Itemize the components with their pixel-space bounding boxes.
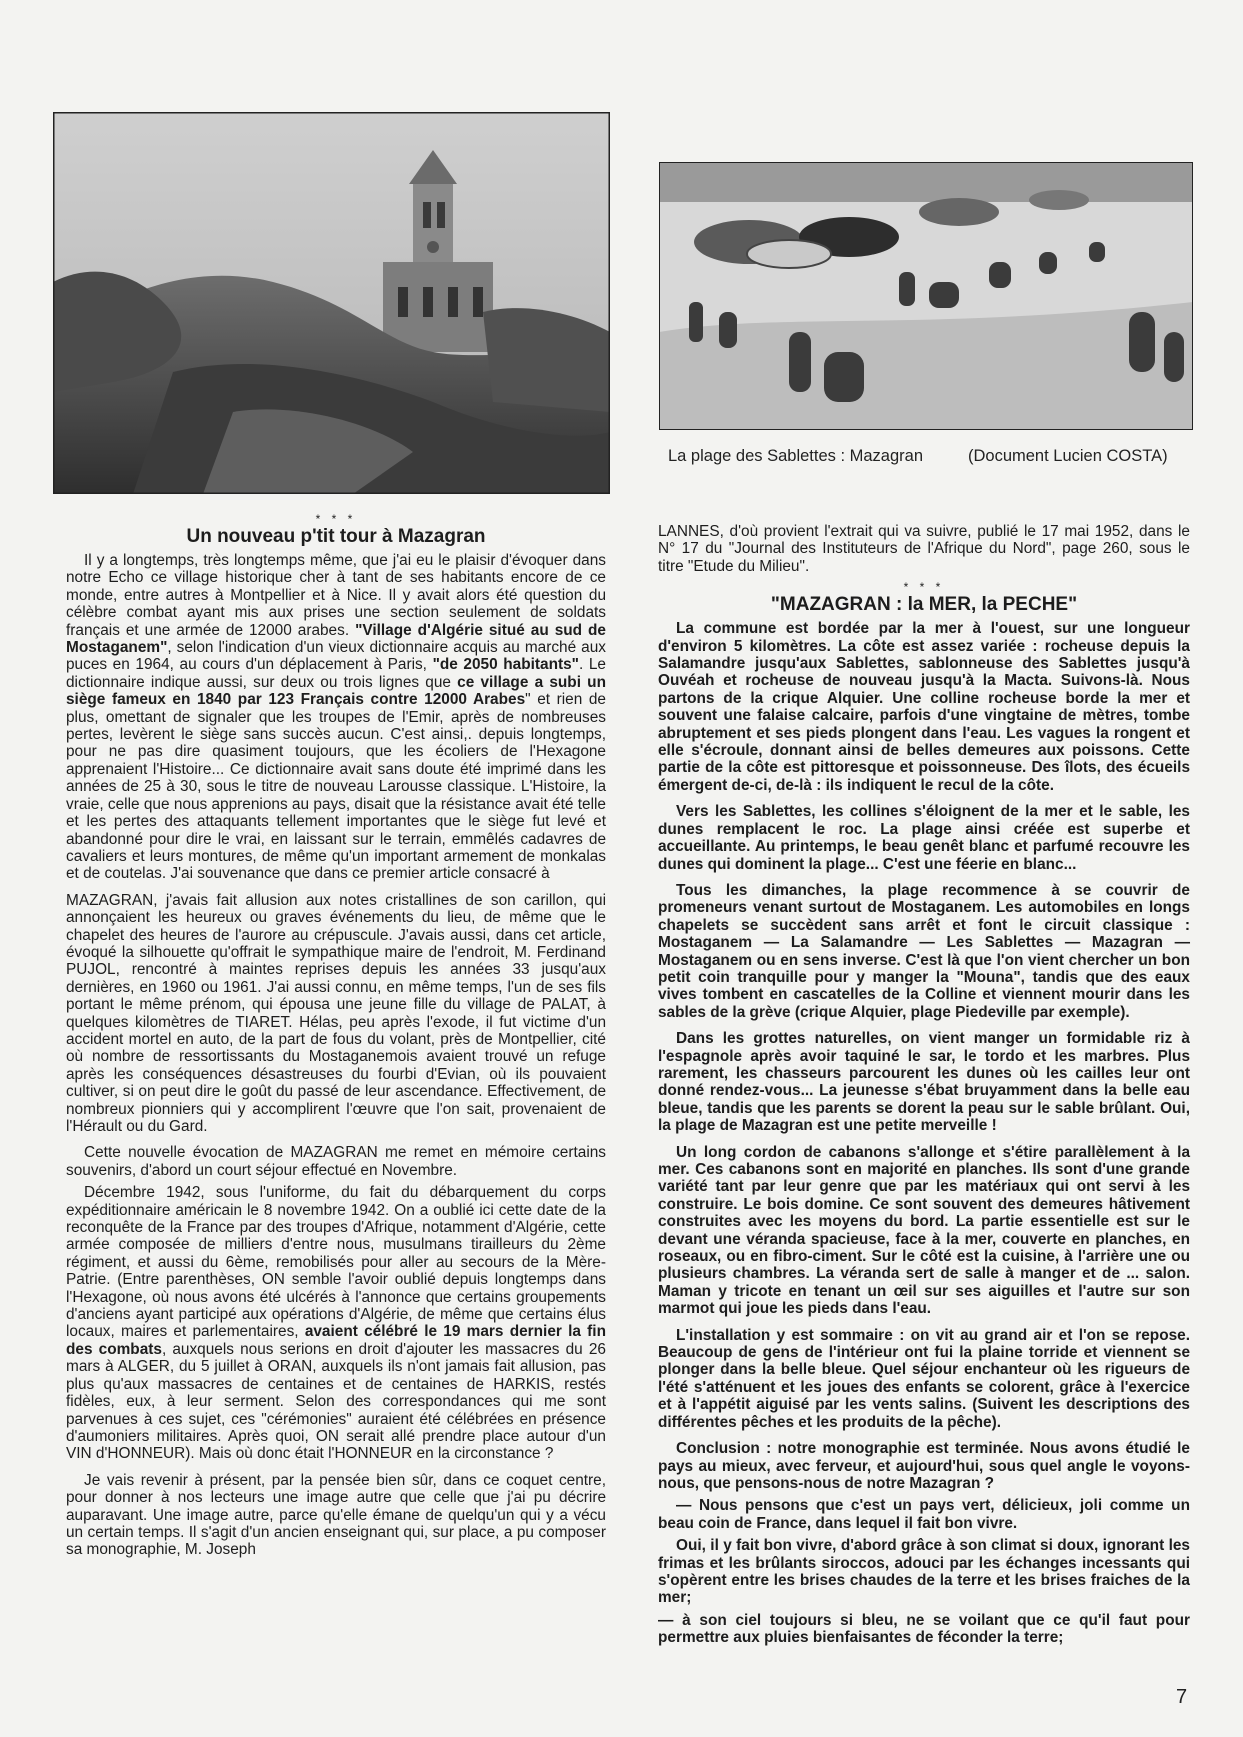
section-divider: * * *: [903, 580, 945, 595]
paragraph: Cette nouvelle évocation de MAZAGRAN me remet en mémoire certains souvenirs, d'abord un court séjour effectué en Novembre.: [66, 1144, 606, 1179]
paragraph: Décembre 1942, sous l'uniforme, du fait du débarquement du corps expéditionnaire américain le 8 novembre 1942. On a oublié ici cette date de la reconquête de la France par des troupes d'Afrique, notamment d'Algérie, cette armée composée de milliers d'entre nous, musulmans tirailleurs du 2ème régiment, et aussi du 6ème, remobilisés pour aller au secours de la Mère-Patrie. (Entre parenthèses, ON semble l'avoir oublié depuis longtemps dans l'Hexagone, où nous avons été ulcérés à l'annonce que certains groupements d'anciens ayant participé aux opérations d'Algérie, de même que certains élus locaux, maires et parlementaires, avaient célébré le 19 mars dernier la fin des combats, auxquels nous serions en droit d'ajouter les massacres du 26 mars à ALGER, du 5 juillet à ORAN, auxquels ils n'ont jamais fait allusion, pas plus qu'aux massacres de centaines et de centaines de HARKIS, restés fidèles, eux, à leur serment. Selon des correspondances qui me sont parvenues à ces sujet, ces "cérémonies" auraient été célébrées en présence d'aumoniers militaires. Après quoi, ON serait allé prendre place autour d'un VIN d'HONNEUR). Mais où donc était l'HONNEUR en la circonstance ?: [66, 1184, 606, 1463]
page-number: 7: [1176, 1686, 1188, 1708]
right-article-column: [658, 523, 1190, 1652]
section-divider: * * *: [315, 512, 357, 526]
article-title: Un nouveau p'tit tour à Mazagran: [186, 526, 486, 547]
paragraph: LANNES, d'où provient l'extrait qui va suivre, publié le 17 mai 1952, dans le N° 17 du "Journal des Instituteurs de l'Afrique du Nord", page 260, sous le titre "Etude du Milieu".: [658, 523, 1190, 575]
excerpt-body: [658, 620, 1190, 1646]
photo-credit: (Document Lucien COSTA): [968, 447, 1168, 465]
show-through-text: [690, 96, 1190, 156]
church-photo: [53, 112, 610, 494]
paragraph: Il y a longtemps, très longtemps même, que j'ai eu le plaisir d'évoquer dans notre Echo ce village historique cher à tant de ses habitants encore de ce monde, entre autres à Montpellier et à Nice. Il y avait alors été question du célèbre combat ayant mis aux prises une section seulement de soldats français et une armée de 12000 arabes. "Village d'Algérie situé au sud de Mostaganem", selon l'indication d'un vieux dictionnaire acquis au marché aux puces en 1964, au cours d'un déplacement à Paris, "de 2050 habitants". Le dictionnaire indique aussi, sur deux ou trois lignes que ce village a subi un siège fameux en 1840 par 123 Français contre 12000 Arabes" et rien de plus, omettant de signaler que les troupes de l'Emir, après de nombreuses pertes, levèrent le siège sans succès aucun. C'est ainsi,. depuis longtemps, pour ne pas dire quasiment toujours, que les écoliers de l'Hexagone apprenaient l'Histoire... Ce dictionnaire avait sans doute été imprimé dans les années de 25 à 30, sous le titre de nouveau Larousse classique. L'Histoire, la vraie, celle que nous apprenions au pays, disait que la résistance avait été telle et les pertes des attaquants tellement importantes que le siège fut levé et abandonné pour dire le vrai, en laissant sur le terrain, emmêlés cadavres de cavaliers et leurs montures, de même qu'un important armement de monkalas et de coutelas. J'ai souvenance que dans ce premier article consacré à: [66, 552, 606, 883]
paragraph: Dans les grottes naturelles, on vient manger un formidable riz à l'espagnole après avoir taquiné le sar, le tordo et les marbres. Plus rarement, les chasseurs parcourent les dunes où les cailles leur ont donné rendez-vous... La jeunesse s'ébat bruyamment dans la belle eau bleue, tandis que les parents se dorent la peau sur le sable brûlant. Oui, la plage de Mazagran est une petite merveille !: [658, 1030, 1190, 1135]
paragraph: — Nous pensons que c'est un pays vert, délicieux, joli comme un beau coin de France, dans lequel il fait bon vivre.: [658, 1497, 1190, 1532]
paragraph: MAZAGRAN, j'avais fait allusion aux notes cristallines de son carillon, qui annonçaient les heureux ou graves événements du lieu, de même que le chapelet des heures de l'aurore au crépuscule. J'avais aussi, dans cet article, évoqué la silhouette qu'offrait le sympathique maire de l'endroit, M. Ferdinand PUJOL, rencontré à maintes reprises depuis les années 33 jusqu'aux dernières, en 1960 ou 1961. J'ai aussi connu, en même temps, l'un de ses fils portant le même prénom, qui épousa une jeune fille du village de PALAT, à quelques kilomètres de TIARET. Hélas, peu après l'exode, il fut victime d'un accident mortel en auto, de la part de fous du volant, près de Montpellier, cité où nombre de ressortissants du Mostaganemois avaient trouvé un refuge après les conséquences désastreuses du fourbi d'Evian, où ils pouvaient cultiver, si on peut dire le goût du passé de leur ascendance. Effectivement, de nombreux pionniers qui y accomplirent l'œuvre que l'on sait, provenaient de l'Hérault ou du Gard.: [66, 891, 606, 1135]
paragraph: Conclusion : notre monographie est terminée. Nous avons étudié le pays au mieux, avec ferveur, et aujourd'hui, sous quel angle le voyons-nous, que pensons-nous de notre Mazagran ?: [658, 1440, 1190, 1492]
paragraph: Vers les Sablettes, les collines s'éloignent de la mer et le sable, les dunes remplacent le roc. La plage ainsi créée est superbe et accueillante. Au printemps, le beau genêt blanc et parfumé recouvre les dunes qui dominent la plage... C'est une féerie en blanc...: [658, 803, 1190, 873]
left-article-column: [66, 512, 606, 1568]
paragraph: Tous les dimanches, la plage recommence à se couvrir de promeneurs venant surtout de Mostaganem. Les automobiles en longs chapelets se succèdent sans arrêt et font le circuit classique : Mostaganem — La Salamandre — Les Sablettes — Mazagran — Mostaganem ou en sens inverse. C'est là que l'on vient chercher un bon petit coin tranquille pour y manger la "Mouna", tandis que des eaux vives tombent en cascatelles de la Colline et viennent mourir dans les sables de la grève (crique Alquier, plage Piedeville par exemple).: [658, 881, 1190, 1021]
paragraph: L'installation y est sommaire : on vit au grand air et l'on se repose. Beaucoup de gens de l'intérieur ont fui la plaine torride et viennent se plonger dans la belle bleue. Quel séjour enchanteur où les rigueurs de l'été s'atténuent et les joues des enfants se colorent, grâce à l'exercice et à l'appétit aiguisé par les vents salins. (Suivent les descriptions des différentes pêches et les produits de la pêche).: [658, 1326, 1190, 1431]
paragraph: Oui, il y fait bon vivre, d'abord grâce à son climat si doux, ignorant les frimas et les brûlants siroccos, adouci par les échanges incessants qui s'opèrent entre les brises chaudes de la terre et les brises fraiches de la mer;: [658, 1537, 1190, 1607]
paragraph: Un long cordon de cabanons s'allonge et s'étire parallèlement à la mer. Ces cabanons sont en majorité en planches. Ils sont d'une grande variété tant par leur genre que par les matériaux qui ont servi à les construire. Le bois domine. Ce sont souvent des demeures hâtivement construites avec les moyens du bord. La partie essentielle est sur le devant une véranda spacieuse, face à la mer, couverte en planches, en roseaux, ou en fibro-ciment. Sur le côté est la cuisine, à l'arrière une ou plusieurs chambres. La véranda sert de salle à manger et de ... salon. Maman y tricote en tenant un œil sur ses aiguilles et l'autre sur son marmot qui joue les pieds dans l'eau.: [658, 1143, 1190, 1318]
paragraph: Je vais revenir à présent, par la pensée bien sûr, dans ce coquet centre, pour donner à nos lecteurs une image autre que celle que j'ai pu décrire auparavant. Une image autre, parce qu'elle émane de quelqu'un qui y a vécu un certain temps. Il s'agit d'un ancien enseignant qui, sur place, a pu composer sa monographie, M. Joseph: [66, 1471, 606, 1559]
paragraph: La commune est bordée par la mer à l'ouest, sur une longueur d'environ 5 kilomètres. La côte est assez variée : rocheuse depuis la Salamandre jusqu'aux Sablettes, sablonneuse des Sablettes jusqu'à Ouvéah et rocheuse de nouveau jusqu'à la Macta. Suivons-là. Nous partons de la crique Alquier. Une colline rocheuse borde la mer et souvent une falaise calcaire, parfois d'une vingtaine de mètres, tombe abruptement et ses pieds plongent dans l'eau. Les vagues la rongent et elle s'écroule, donnant ainsi de belles demeures aux poissons. Cette partie de la côte est pittoresque et poissonneuse. Des îlots, des écueils émergent de-ci, de-là : ils indiquent le recul de la côte.: [658, 620, 1190, 794]
photo-caption: La plage des Sablettes : Mazagran: [668, 447, 924, 465]
beach-photo: [659, 162, 1193, 430]
paragraph: — à son ciel toujours si bleu, ne se voilant que ce qu'il faut pour permettre aux pluies bienfaisantes de féconder la terre;: [658, 1611, 1190, 1647]
excerpt-title: "MAZAGRAN : la MER, la PECHE": [770, 594, 1078, 616]
